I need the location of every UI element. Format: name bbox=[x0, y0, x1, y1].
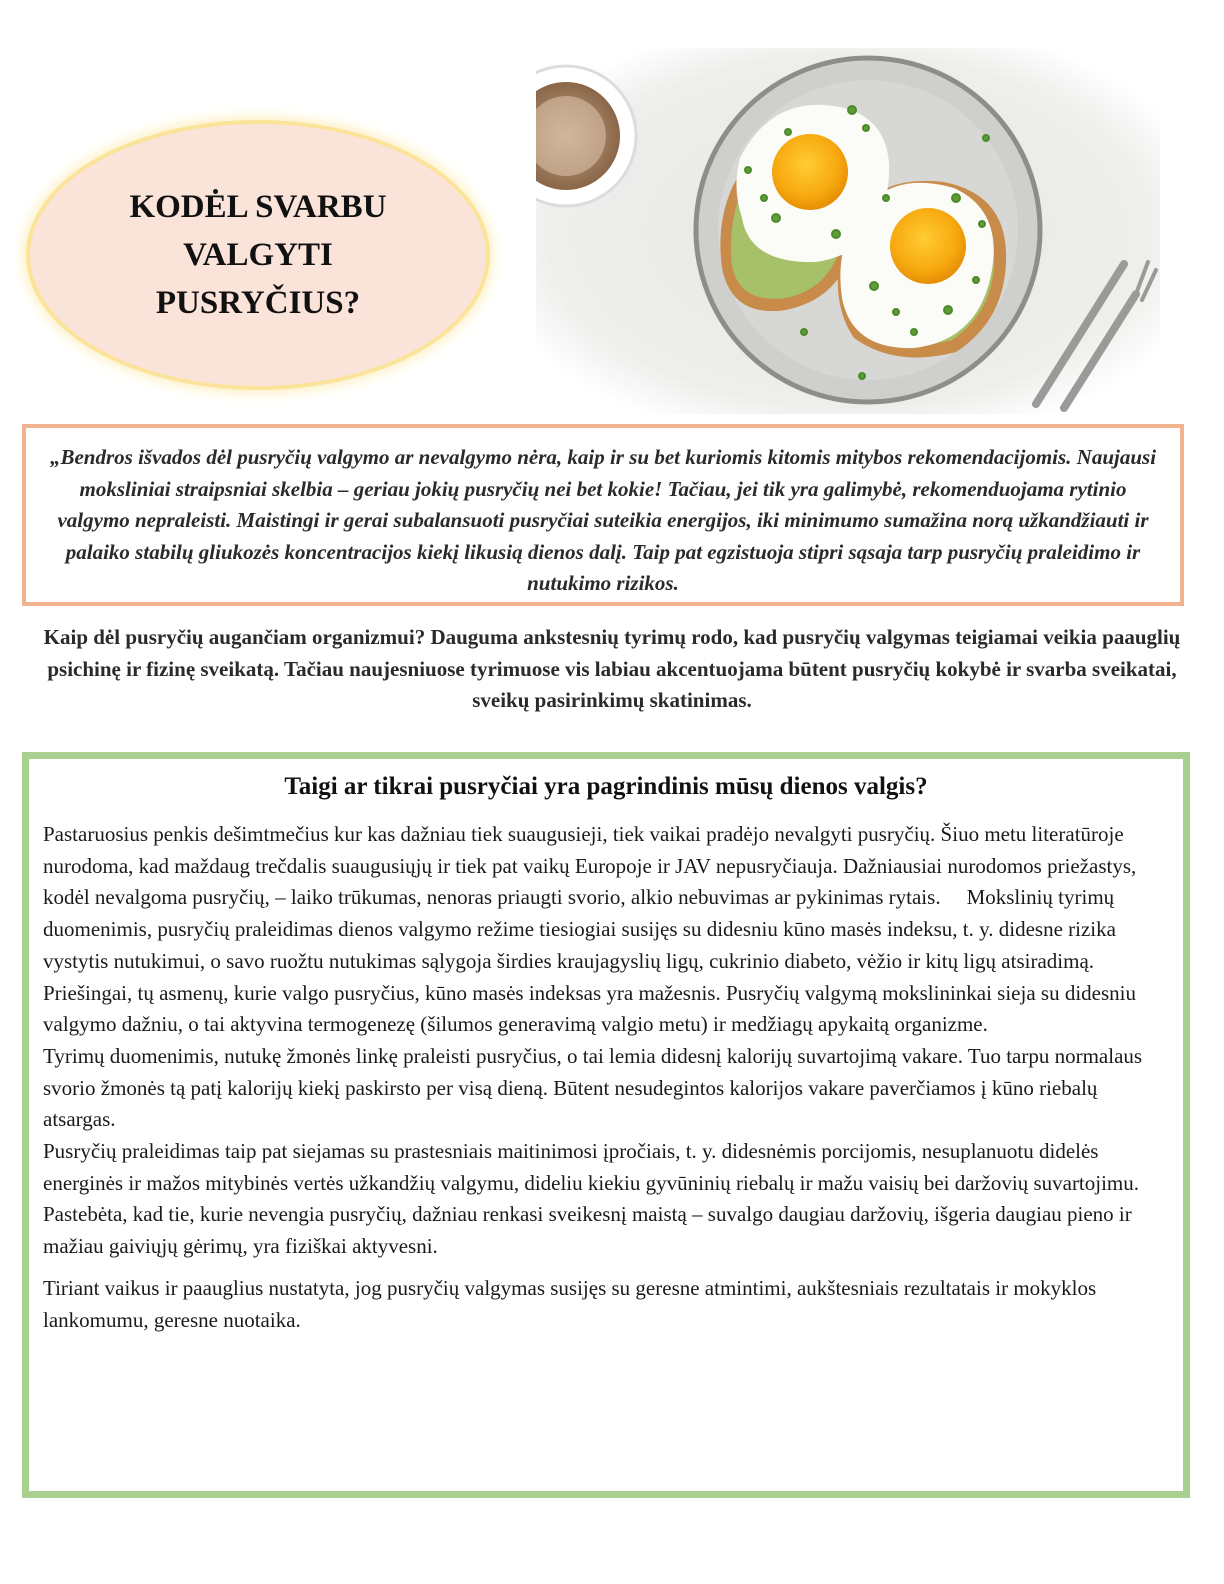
title-line-2: VALGYTI bbox=[183, 237, 333, 273]
paragraph-1a: Pastaruosius penkis dešimtmečius kur kas dažniau tiek suaugusieji, tiek vaikai pradėjo nevalgyti pusryčių. Šiuo metu literatūroje nurodoma, kad maždaug trečdalis suaugusiųjų ir tiek pat vaikų Europoje ir JAV nepusryčiauja. Dažniausiai nurodomos priežastys, kodėl nevalgoma pusryčių, – laiko trūkumas, nenoras priaugti svorio, alkio nebuvimas ar pykinimas rytais. bbox=[43, 822, 1137, 910]
paragraph-3: Pusryčių praleidimas taip pat siejamas su prastesniais maitinimosi įpročiais, t. y. didesnėmis porcijomis, nesuplanuotu didelės energinės ir mažos mitybinės vertės užkandžių valgymu, dideliu kiekiu gyvūninių riebalų ir mažu vaisių bei daržovių suvartojimu. bbox=[43, 1139, 1140, 1195]
title-line-3: PUSRYČIUS? bbox=[155, 285, 361, 321]
title-ellipse bbox=[30, 124, 486, 386]
paragraph-1b: Mokslinių tyrimų duomenimis, pusryčių praleidimas dienos valgymo režime tiesiogiai susijęs su didesniu kūno masės indeksu, t. y. didesne rizika vystytis nutukimui, o savo ruožtu nutukimas sąlygoja širdies kraujagyslių ligų, cukrinio diabeto, vėžio ir kitų ligų atsiradimą. bbox=[43, 885, 1116, 973]
paragraph-1c: Priešingai, tų asmenų, kurie valgo pusryčius, kūno masės indeksas yra mažesnis. Pusryčių valgymą mokslininkai sieja su didesniu valgymo dažniu, o tai aktyvina termogenezę (šilumos generavimą valgio metu) ir medžiagų apykaitą organizme. bbox=[43, 980, 1136, 1037]
paragraph-4: Pastebėta, kad tie, kurie nevengia pusryčių, dažniau renkasi sveikesnį maistą – suvalgo daugiau daržovių, išgeria daugiau pieno ir mažiau gaiviųjų gėrimų, yra fiziškai aktyvesni. bbox=[43, 1202, 1132, 1259]
title-line-1: KODĖL SVARBU bbox=[129, 189, 387, 225]
article-body bbox=[43, 819, 1169, 1336]
intro-paragraph: Kaip dėl pusryčių augančiam organizmui? Dauguma ankstesnių tyrimų rodo, kad pusryčių valgymas teigiamai veikia paauglių psichinę ir fizinę sveikatą. Tačiau naujesniuose tyrimuose vis labiau akcentuojama būtent pusryčių kokybė ir svarba sveikatai, sveikų pasirinkimų skatinimas. bbox=[43, 625, 1181, 712]
paragraph-2: Tyrimų duomenimis, nutukę žmonės linkę praleisti pusryčius, o tai lemia didesnį kalorijų suvartojimą vakare. Tuo tarpu normalaus svorio žmonės tą patį kalorijų kiekį paskirsto per visą dieną. Būtent nesudegintos kalorijos vakare paverčiamos į kūno riebalų atsargas. bbox=[43, 1043, 1143, 1132]
page-title bbox=[108, 183, 408, 327]
paragraph-5: Tiriant vaikus ir paauglius nustatyta, jog pusryčių valgymas susijęs su geresne atmintimi, aukštesniais rezultatais ir mokyklos lankomumu, geresne nuotaika. bbox=[43, 1275, 1097, 1332]
quote-text: „Bendros išvados dėl pusryčių valgymo ar nevalgymo nėra, kaip ir su bet kuriomis kitomis mitybos rekomendacijomis. Naujausi moksliniai straipsniai skelbia – geriau jokių pusryčių nei bet kokie! Tačiau, jei tik yra galimybė, rekomenduojama rytinio valgymo nepraleisti. Maistingi ir gerai subalansuoti pusryčiai suteikia energijos, iki minimumo sumažina norą užkandžiauti ir palaiko stabilų gliukozės koncentracijos kiekį likusią dienos dalį. Taip pat egzistuoja stipri sąsaja tarp pusryčių praleidimo ir nutukimo rizikos. bbox=[49, 445, 1157, 595]
egg-yolk-right bbox=[890, 208, 966, 284]
paragraph-1 bbox=[43, 819, 1169, 1041]
egg-yolk-left bbox=[772, 134, 848, 210]
article-box bbox=[22, 752, 1190, 1498]
breakfast-photo bbox=[536, 48, 1160, 414]
quote-box bbox=[22, 424, 1184, 606]
section-heading: Taigi ar tikrai pusryčiai yra pagrindinis mūsų dienos valgis? bbox=[284, 773, 928, 800]
